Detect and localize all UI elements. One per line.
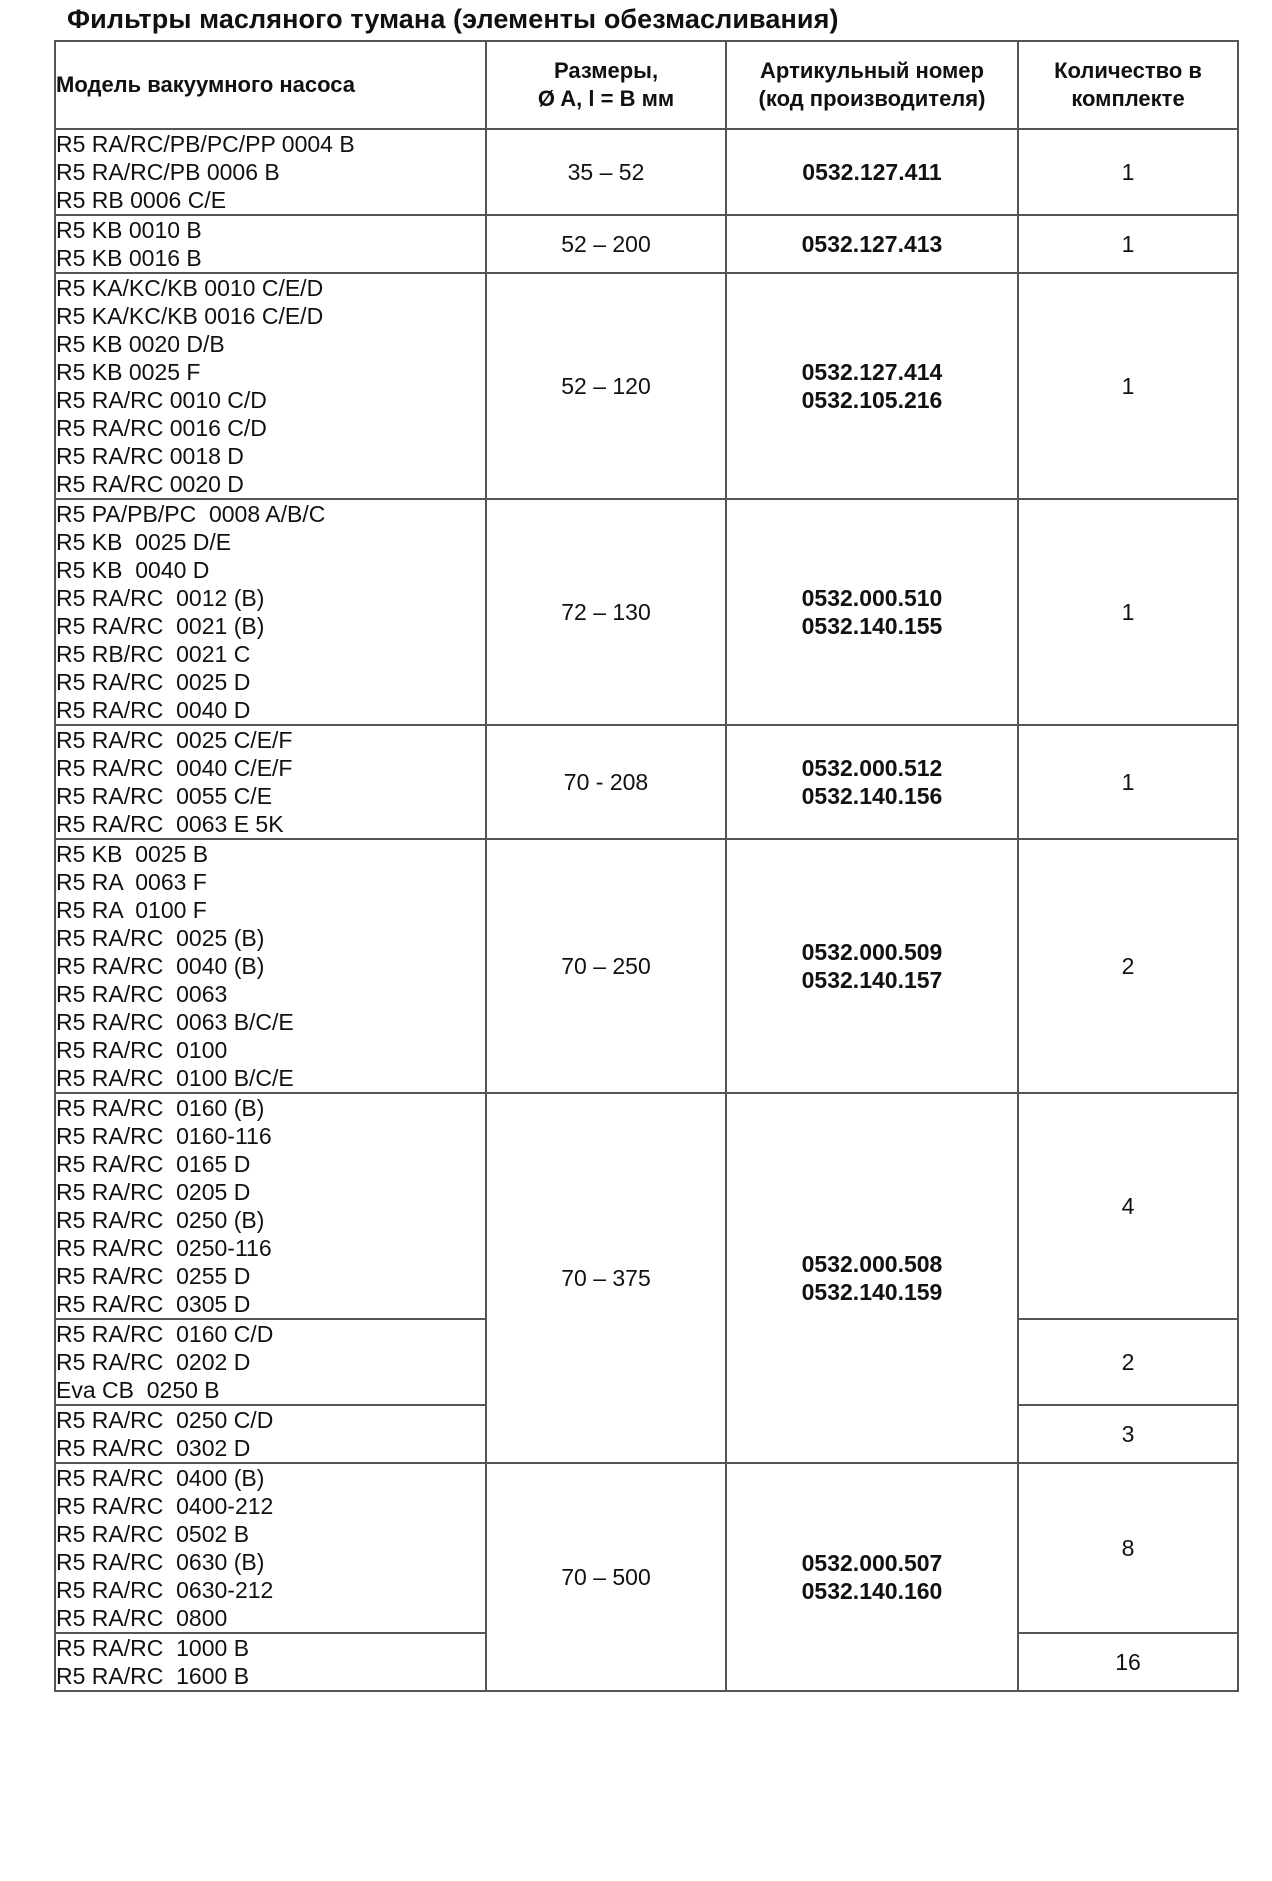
model-list-line: R5 RA/RC 0063 [56, 981, 228, 1007]
model-list-line: Eva CB 0250 B [56, 1377, 220, 1403]
model-list-line: R5 KB 0016 B [56, 245, 202, 271]
header-size [486, 41, 726, 129]
quantity-value: 4 [1121, 1193, 1135, 1219]
model-list-line: R5 RA/RC 0100 [56, 1037, 228, 1063]
quantity [1018, 725, 1238, 839]
quantity-value: 2 [1121, 953, 1135, 979]
article-number [726, 839, 1018, 1093]
table-row [55, 499, 1238, 725]
article-number-line: 0532.105.216 [801, 387, 943, 413]
model-list-line: R5 RA/RC 0800 [56, 1605, 228, 1631]
size-range [486, 273, 726, 499]
size-range [486, 1093, 726, 1463]
table-row [55, 1093, 1238, 1319]
header-size-line1: Размеры, [553, 58, 659, 83]
size-range [486, 499, 726, 725]
table-row [55, 1463, 1238, 1633]
header-model-label: Модель вакуумного насоса [56, 72, 356, 97]
model-list-line: R5 RA/RC 0400 (B) [56, 1465, 265, 1491]
quantity [1018, 1405, 1238, 1463]
model-list-line: R5 RA/RC 0160 C/D [56, 1321, 274, 1347]
model-list-line: R5 KB 0010 B [56, 217, 202, 243]
article-number-line: 0532.000.508 [801, 1251, 943, 1277]
model-list-line: R5 RA/RC 0630 (B) [56, 1549, 265, 1575]
quantity-value: 1 [1121, 599, 1135, 625]
model-list-line: R5 RA/RC 0250 C/D [56, 1407, 274, 1433]
article-number [726, 1093, 1018, 1463]
model-list [55, 1093, 486, 1319]
model-list-line: R5 RA/RC 0100 B/C/E [56, 1065, 294, 1091]
model-list-line: R5 RA/RC 0255 D [56, 1263, 251, 1289]
quantity [1018, 1093, 1238, 1319]
model-list-line: R5 RA/RC 0305 D [56, 1291, 251, 1317]
model-list-line: R5 RA/RC 0021 (B) [56, 613, 265, 639]
model-list-line: R5 RA/RC/PB/PC/PP 0004 B [56, 131, 355, 157]
model-list-line: R5 KB 0025 F [56, 359, 201, 385]
model-list [55, 1405, 486, 1463]
size-range [486, 839, 726, 1093]
model-list [55, 499, 486, 725]
size-range-value: 72 – 130 [561, 599, 651, 625]
header-article-line1: Артикульный номер [760, 58, 984, 83]
model-list-line: R5 RB/RC 0021 C [56, 641, 251, 667]
size-range-value: 70 – 250 [561, 953, 651, 979]
quantity-value: 1 [1121, 373, 1135, 399]
article-number-line: 0532.140.156 [801, 783, 943, 809]
quantity [1018, 129, 1238, 215]
article-number-line: 0532.000.509 [801, 939, 943, 965]
model-list-line: R5 KB 0040 D [56, 557, 210, 583]
model-list-line: R5 RA 0100 F [56, 897, 207, 923]
model-list-line: R5 KB 0025 B [56, 841, 209, 867]
model-list-line: R5 RA/RC 0205 D [56, 1179, 251, 1205]
model-list-line: R5 RA/RC 0012 (B) [56, 585, 265, 611]
model-list-line: R5 PA/PB/PC 0008 A/B/C [56, 501, 326, 527]
size-range-value: 35 – 52 [567, 159, 645, 185]
model-list-line: R5 RA/RC 1600 B [56, 1663, 250, 1689]
model-list-line: R5 RA/RC 0020 D [56, 471, 244, 497]
quantity [1018, 273, 1238, 499]
size-range-value: 70 – 375 [561, 1265, 651, 1291]
size-range [486, 215, 726, 273]
article-number [726, 499, 1018, 725]
model-list-line: R5 RB 0006 C/E [56, 187, 227, 213]
model-list-line: R5 RA/RC 0040 D [56, 697, 251, 723]
table-row [55, 839, 1238, 1093]
model-list-line: R5 RA/RC 0250-116 [56, 1235, 272, 1261]
quantity [1018, 1319, 1238, 1405]
model-list [55, 273, 486, 499]
model-list [55, 1633, 486, 1691]
article-number [726, 725, 1018, 839]
header-quantity [1018, 41, 1238, 129]
article-number-line: 0532.140.157 [801, 967, 943, 993]
article-number-line: 0532.127.414 [801, 359, 943, 385]
model-list [55, 129, 486, 215]
quantity [1018, 1633, 1238, 1691]
quantity [1018, 839, 1238, 1093]
size-range [486, 1463, 726, 1691]
model-list [55, 1463, 486, 1633]
model-list-line: R5 RA/RC 0016 C/D [56, 415, 267, 441]
size-range-value: 52 – 200 [561, 231, 651, 257]
article-number-line: 0532.127.413 [801, 231, 943, 257]
quantity-value: 2 [1121, 1349, 1135, 1375]
table-row [55, 725, 1238, 839]
model-list-line: R5 RA/RC 0302 D [56, 1435, 251, 1461]
model-list-line: R5 RA/RC 0025 (B) [56, 925, 265, 951]
header-article [726, 41, 1018, 129]
article-number [726, 129, 1018, 215]
article-number-line: 0532.127.411 [802, 159, 942, 185]
header-article-line2: (код производителя) [758, 86, 986, 111]
model-list-line: R5 RA/RC 0063 B/C/E [56, 1009, 294, 1035]
article-number [726, 1463, 1018, 1691]
model-list-line: R5 RA/RC 0400-212 [56, 1493, 274, 1519]
model-list-line: R5 RA/RC 0063 E 5K [56, 811, 284, 837]
quantity [1018, 215, 1238, 273]
model-list-line: R5 RA/RC 0160 (B) [56, 1095, 265, 1121]
model-list [55, 1319, 486, 1405]
size-range [486, 129, 726, 215]
quantity-value: 3 [1121, 1421, 1135, 1447]
model-list-line: R5 RA/RC 0630-212 [56, 1577, 274, 1603]
size-range [486, 725, 726, 839]
model-list-line: R5 RA/RC 1000 B [56, 1635, 250, 1661]
model-list-line: R5 RA 0063 F [56, 869, 207, 895]
model-list [55, 725, 486, 839]
model-list-line: R5 RA/RC 0055 C/E [56, 783, 273, 809]
size-range-value: 70 - 208 [563, 769, 649, 795]
quantity-value: 1 [1121, 769, 1135, 795]
quantity-value: 1 [1121, 159, 1135, 185]
model-list-line: R5 RA/RC/PB 0006 B [56, 159, 280, 185]
table-row [55, 273, 1238, 499]
quantity [1018, 1463, 1238, 1633]
table-row [55, 129, 1238, 215]
model-list [55, 839, 486, 1093]
article-number-line: 0532.000.507 [801, 1550, 943, 1576]
article-number [726, 215, 1018, 273]
header-model [55, 41, 486, 129]
model-list-line: R5 RA/RC 0018 D [56, 443, 244, 469]
article-number-line: 0532.000.510 [801, 585, 943, 611]
table-header-row [55, 41, 1238, 129]
table-row [55, 215, 1238, 273]
header-size-line2: Ø A, l = B мм [537, 86, 675, 111]
model-list-line: R5 KA/KC/KB 0016 C/E/D [56, 303, 324, 329]
article-number-line: 0532.000.512 [801, 755, 943, 781]
model-list-line: R5 RA/RC 0025 D [56, 669, 251, 695]
model-list-line: R5 RA/RC 0040 (B) [56, 953, 265, 979]
model-list-line: R5 RA/RC 0010 C/D [56, 387, 267, 413]
article-number [726, 273, 1018, 499]
quantity-value: 16 [1115, 1649, 1141, 1675]
quantity-value: 1 [1121, 231, 1135, 257]
oil-mist-filter-table [54, 40, 1239, 1692]
model-list-line: R5 KB 0020 D/B [56, 331, 225, 357]
model-list [55, 215, 486, 273]
header-quantity-line2: комплекте [1071, 86, 1185, 111]
article-number-line: 0532.140.159 [801, 1279, 943, 1305]
model-list-line: R5 RA/RC 0160-116 [56, 1123, 272, 1149]
size-range-value: 52 – 120 [561, 373, 651, 399]
article-number-line: 0532.140.160 [801, 1578, 943, 1604]
quantity-value: 8 [1121, 1535, 1135, 1561]
model-list-line: R5 RA/RC 0202 D [56, 1349, 251, 1375]
quantity [1018, 499, 1238, 725]
model-list-line: R5 RA/RC 0250 (B) [56, 1207, 265, 1233]
article-number-line: 0532.140.155 [801, 613, 943, 639]
model-list-line: R5 RA/RC 0040 C/E/F [56, 755, 293, 781]
model-list-line: R5 RA/RC 0165 D [56, 1151, 251, 1177]
model-list-line: R5 KB 0025 D/E [56, 529, 232, 555]
page-title: Фильтры масляного тумана (элементы обезмасливания) [67, 4, 839, 34]
model-list-line: R5 RA/RC 0502 B [56, 1521, 250, 1547]
size-range-value: 70 – 500 [561, 1564, 651, 1590]
model-list-line: R5 KA/KC/KB 0010 C/E/D [56, 275, 324, 301]
header-quantity-line1: Количество в [1054, 58, 1202, 83]
model-list-line: R5 RA/RC 0025 C/E/F [56, 727, 293, 753]
